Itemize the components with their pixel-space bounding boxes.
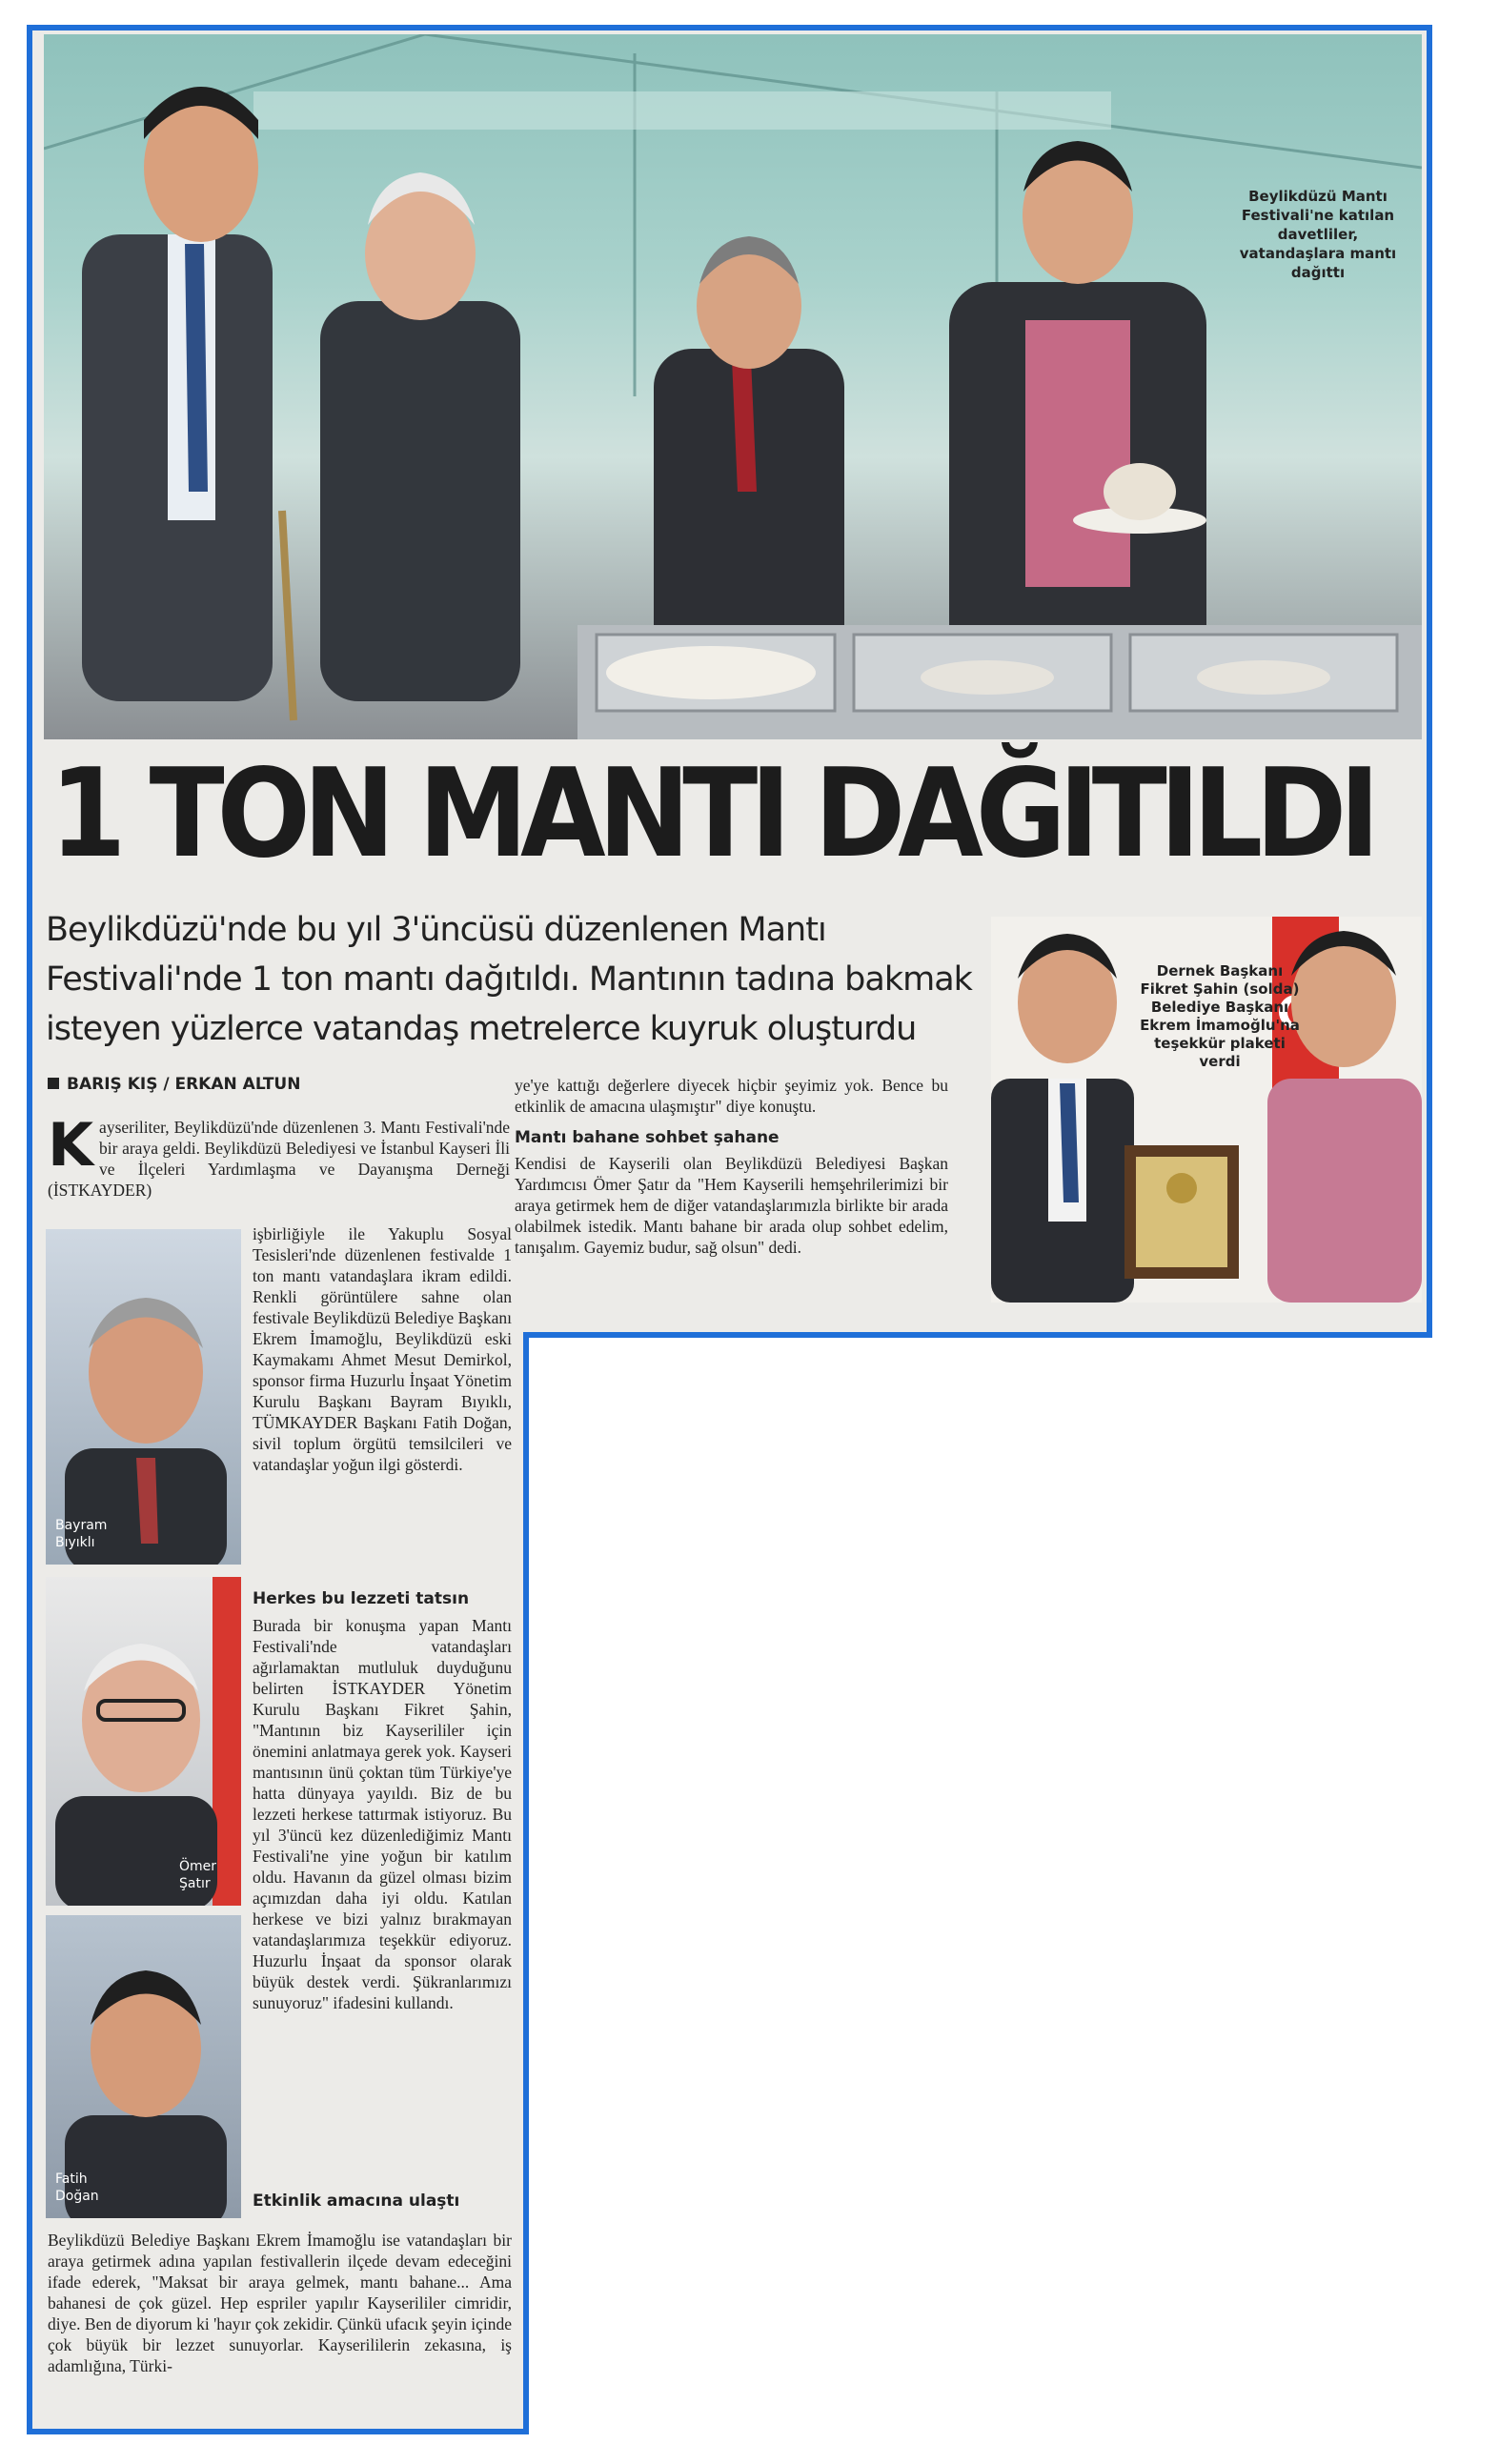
byline-square-icon	[48, 1078, 59, 1089]
portrait-omer-illustration	[46, 1577, 241, 1906]
deck-summary: Beylikdüzü'nde bu yıl 3'üncüsü düzenlenen Mantı Festivali'nde 1 ton mantı dağıtıldı. Mantının tadına bakmak isteyen yüzlerce vatandaş metrelerce kuyruk oluşturdu	[46, 911, 972, 1048]
byline-text: BARIŞ KIŞ / ERKAN ALTUN	[67, 1075, 301, 1094]
portrait-omer-satir	[46, 1577, 241, 1906]
body-paragraph-4: ye'ye kattığı değerlere diyecek hiçbir şeyimiz yok. Bence bu etkinlik de amacına ulaşmıştır" diye konuştu.	[515, 1076, 948, 1116]
intro-paragraph	[48, 1110, 510, 1201]
portrait-name-bayram: Bayram Bıyıklı	[55, 1518, 108, 1550]
body-paragraph-2: Burada bir konuşma yapan Mantı Festivali'nde vatandaşları ağırlamaktan mutluluk duyduğunu belirten İSTKAYDER Yönetim Kurulu Başkanı Fikret Şahin, "Mantının biz Kayserililer için önemini anlatmaya gerek yok. Kayseri mantısının ünü çoktan tüm Türkiye'ye hatta dünyaya yayıldı. Biz de bu lezzeti herkese tattırmak istiyoruz. Bu yıl 3'üncü kez düzenlediğimiz Mantı Festivali'ne yine yoğun bir katılım oldu. Havanın da güzel olması bizim açımızdan daha iyi oldu. Katılan herkese ve bizi yalnız bırakmayan vatandaşlarımıza teşekkür ediyoruz. Huzurlu İnşaat da sponsor olarak büyük destek verdi. Şükranlarımızı sunuyoruz" ifadesini kullandı.	[253, 1616, 512, 2012]
body-paragraph-1: işbirliğiyle ile Yakuplu Sosyal Tesisleri'nde düzenlenen festivalde 1 ton mantı vatandaşlara ikram edildi. Renkli görüntülere sahne olan festivale Beylikdüzü Belediye Başkanı Ekrem İmamoğlu, Beylikdüzü eski Kaymakamı Ahmet Mesut Demirkol, sponsor firma Huzurlu İnşaat Yönetim Kurulu Başkanı Bayram Bıyıklı, TÜMKAYDER Başkanı Fatih Doğan, sivil toplum örgütü temsilcileri ve vatandaşlar yoğun ilgi gösterdi.	[253, 1224, 512, 1474]
middle-column	[515, 1075, 948, 1258]
portrait-name-omer: Ömer Şatır	[179, 1859, 217, 1891]
portrait-bayram-illustration	[46, 1229, 241, 1565]
subhead-etkinlik-amacina-ulasti: Etkinlik amacına ulaştı	[253, 2191, 460, 2211]
main-photo	[44, 34, 1422, 739]
intro-text: ayseriliter, Beylikdüzü'nde düzenlenen 3. Mantı Festivali'nde bir araya geldi. Beylikdüzü Belediyesi ve İstanbul Kayseri İli ve İlçeleri Yardımlaşma ve Dayanışma Derneği (İSTKAYDER)	[48, 1118, 510, 1200]
portrait-fatih-dogan	[46, 1915, 241, 2218]
byline	[48, 1075, 300, 1094]
body-paragraph-5: Kendisi de Kayserili olan Beylikdüzü Belediyesi Başkan Yardımcısı Ömer Şatır da "Hem Kayserili hemşehrilerimizi bir araya getirmek hem de diğer vatandaşlarımızla birlikte bir arada olabilmek istedik. Mantı bahane bir arada olup sohbet edelim, tanışalım. Gayemiz budur, sağ olsun" dedi.	[515, 1154, 948, 1257]
subhead-manti-bahane: Mantı bahane sohbet şahane	[515, 1128, 780, 1147]
portrait-name-fatih: Fatih Doğan	[55, 2171, 99, 2204]
subhead-herkes-bu-lezzeti-tatsin: Herkes bu lezzeti tatsın	[253, 1589, 470, 1608]
main-photo-caption: Beylikdüzü Mantı Festivali'ne katılan davetliler, vatandaşlara mantı dağıttı	[1239, 188, 1397, 281]
main-photo-illustration	[44, 34, 1422, 739]
plaque-photo-caption: Dernek Başkanı Fikret Şahin (solda) Belediye Başkanı Ekrem İmamoğlu'na teşekkür plaketi verdi	[1140, 962, 1300, 1070]
body-paragraph-3: Beylikdüzü Belediye Başkanı Ekrem İmamoğlu ise vatandaşları bir araya getirmek adına yapılan festivallerin ilçede devam edeceğini ifade ederek, "Maksat bir araya gelmek, mantı bahane... Ama bahanesi de çok güzel. Hep espriler yapılır Kayserililer cimridir, diye. Ben de diyorum ki 'hayır çok zekidir. Çünkü ufacık şeyin içinde çok büyük bir lezzet sunuyorlar. Kayserililerin zekasına, iş adamlığına, Türki-	[48, 2231, 512, 2375]
portrait-bayram-biyikli	[46, 1229, 241, 1565]
drop-cap: K	[48, 1110, 94, 1180]
headline: 1 TON MANTI DAĞITILDI	[50, 743, 1373, 885]
